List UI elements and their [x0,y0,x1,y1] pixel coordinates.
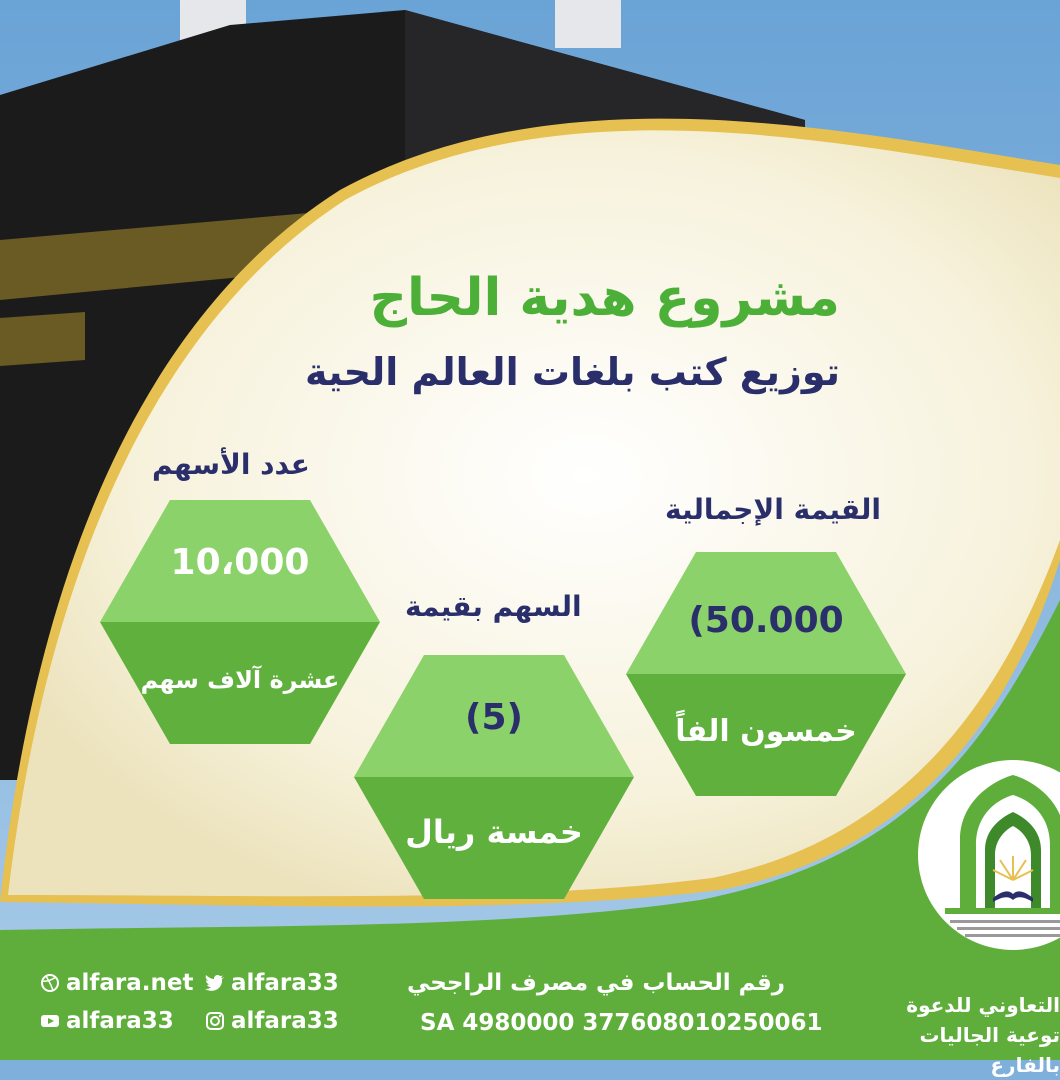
website-link[interactable] [40,970,194,996]
bank-iban: SA 4980000 377608010250061 [420,1010,823,1036]
twitter-icon [205,973,225,993]
youtube-icon [40,1011,60,1031]
organization-name-line1: التعاوني للدعوة [906,993,1060,1017]
page-subtitle: توزيع كتب بلغات العالم الحية [305,350,840,394]
organization-name-line2: توعية الجاليات بالفارع [919,1023,1060,1077]
twitter-text: alfara33 [231,970,339,996]
twitter-link[interactable] [205,970,339,996]
organization-name [860,990,1060,1080]
youtube-link[interactable] [40,1008,174,1034]
shares-count-number: 10،000 [170,542,310,583]
instagram-link[interactable] [205,1008,339,1034]
total-value-words: خمسون الفاً [675,714,857,749]
instagram-icon [205,1011,225,1031]
organization-logo [905,760,1060,970]
total-value-hexagon [626,552,906,796]
share-value-label: السهم بقيمة [405,590,582,623]
page-title: مشروع هدية الحاج [369,268,840,328]
dribbble-icon [40,973,60,993]
total-value-label: القيمة الإجمالية [665,493,882,526]
share-value-words: خمسة ريال [405,813,583,851]
minaret [555,0,621,48]
bank-account-line: رقم الحساب في مصرف الراجحي [406,970,785,996]
share-value-number: (5) [465,697,523,738]
youtube-text: alfara33 [66,1008,174,1034]
shares-count-words: عشرة آلاف سهم [140,666,340,694]
website-text: alfara.net [66,970,194,996]
gold-panel [0,312,85,366]
share-value-hexagon [354,655,634,899]
total-value-number: (50.000 [688,600,844,641]
instagram-text: alfara33 [231,1008,339,1034]
shares-count-label: عدد الأسهم [152,448,310,481]
shares-count-hexagon [100,500,380,744]
